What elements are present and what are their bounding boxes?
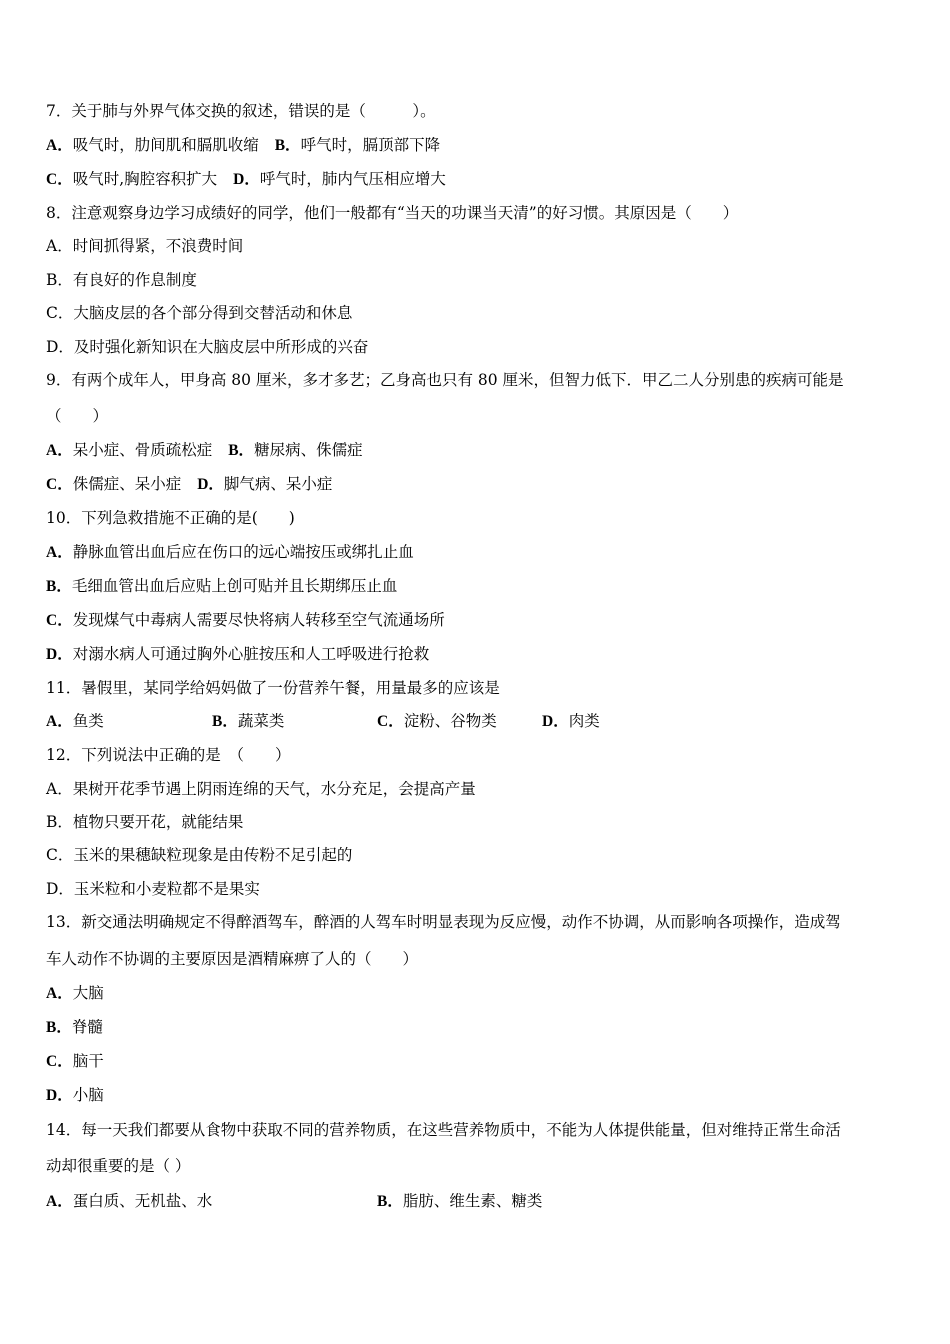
option-label: C．	[46, 476, 73, 493]
q11-option-a: 鱼类	[72, 712, 104, 730]
option-label: A．	[46, 137, 73, 154]
q12-option-b: B．植物只要开花，就能结果	[46, 813, 244, 831]
q13-option-d-row	[46, 1085, 104, 1106]
q14-option-a: 蛋白质、无机盐、水	[72, 1192, 213, 1210]
q13-option-a: 大脑	[72, 984, 104, 1002]
q13-option-c: 脑干	[72, 1052, 104, 1070]
option-label: D．	[197, 476, 224, 493]
q14-option-a-row	[46, 1191, 212, 1212]
option-label: A．	[46, 544, 73, 561]
q9-option-b: 糖尿病、侏儒症	[254, 441, 363, 459]
q10-option-d: 对溺水病人可通过胸外心脏按压和人工呼吸进行抢救	[72, 645, 430, 663]
q8-option-c: C．大脑皮层的各个部分得到交替活动和休息	[46, 304, 353, 322]
q9-option-c: 侏儒症、呆小症	[72, 475, 182, 493]
option-label: D．	[542, 713, 569, 730]
q13-stem-line1: 13．新交通法明确规定不得醉酒驾车，醉酒的人驾车时明显表现为反应慢，动作不协调，从而影响各项操作，造成驾	[46, 913, 841, 931]
q7-option-a: 吸气时，肋间肌和膈肌收缩	[72, 136, 259, 154]
q10-option-c-row	[46, 610, 445, 631]
q9-options-ab	[46, 440, 363, 461]
q8-stem: 8．注意观察身边学习成绩好的同学，他们一般都有“当天的功课当天清”的好习惯。其原因是（ ）	[46, 204, 739, 222]
option-label: D．	[233, 171, 260, 188]
q13-option-b: 脊髓	[71, 1018, 103, 1036]
q13-stem-line2: 车人动作不协调的主要原因是酒精麻痹了人的（ ）	[46, 950, 419, 968]
q9-option-a: 呆小症、骨质疏松症	[72, 441, 213, 459]
option-label: C．	[377, 713, 404, 730]
q12-stem: 12．下列说法中正确的是 （ ）	[46, 746, 291, 764]
q11-option-d-row	[542, 711, 600, 732]
option-label: B．	[212, 713, 238, 730]
q9-stem-line1: 9．有两个成年人，甲身高 80 厘米，多才多艺；乙身高也只有 80 厘米，但智力低下．甲乙二人分别患的疾病可能是	[46, 371, 844, 389]
option-label: D．	[46, 646, 73, 663]
q8-option-d: D．及时强化新知识在大脑皮层中所形成的兴奋	[46, 338, 369, 356]
q8-option-b: B．有良好的作息制度	[46, 271, 197, 289]
option-label: A．	[46, 985, 73, 1002]
q11-option-b: 蔬菜类	[237, 712, 285, 730]
q7-stem: 7．关于肺与外界气体交换的叙述，错误的是（ ）。	[46, 102, 436, 120]
q12-option-c: C．玉米的果穗缺粒现象是由传粉不足引起的	[46, 846, 353, 864]
q11-stem: 11．暑假里，某同学给妈妈做了一份营养午餐，用量最多的应该是	[46, 679, 500, 697]
q12-option-d: D．玉米粒和小麦粒都不是果实	[46, 880, 260, 898]
q14-stem-line2: 动却很重要的是（ ）	[46, 1157, 191, 1175]
q7-option-b: 呼气时，膈顶部下降	[300, 136, 441, 154]
q7-option-c: 吸气时,胸腔容积扩大	[72, 170, 218, 188]
q9-stem-line2: （ ）	[46, 407, 109, 425]
q7-options-cd	[46, 169, 446, 190]
q14-stem-line1: 14．每一天我们都要从食物中获取不同的营养物质，在这些营养物质中，不能为人体提供能量，但对维持正常生命活	[46, 1121, 841, 1139]
option-label: B．	[377, 1193, 403, 1210]
q11-option-b-row	[212, 711, 284, 732]
option-label: A．	[46, 1193, 73, 1210]
option-label: D．	[46, 1087, 73, 1104]
q13-option-c-row	[46, 1051, 104, 1072]
q7-option-d: 呼气时，肺内气压相应增大	[259, 170, 446, 188]
q11-option-c: 淀粉、谷物类	[403, 712, 497, 730]
q10-option-c: 发现煤气中毒病人需要尽快将病人转移至空气流通场所	[72, 611, 445, 629]
q11-option-a-row	[46, 711, 104, 732]
q7-options-ab	[46, 135, 440, 156]
q11-option-d: 肉类	[568, 712, 600, 730]
q12-option-a: A．果树开花季节遇上阴雨连绵的天气，水分充足，会提高产量	[46, 780, 476, 798]
q10-option-a: 静脉血管出血后应在伤口的远心端按压或绑扎止血	[72, 543, 414, 561]
q10-stem: 10．下列急救措施不正确的是( )	[46, 509, 295, 527]
option-label: B．	[228, 442, 255, 459]
option-label: C．	[46, 171, 73, 188]
q14-option-b: 脂肪、维生素、糖类	[402, 1192, 543, 1210]
option-label: A．	[46, 713, 73, 730]
option-label: B．	[46, 578, 72, 595]
q14-option-b-row	[377, 1191, 542, 1212]
option-label: C．	[46, 612, 73, 629]
option-label: B．	[46, 1019, 72, 1036]
q13-option-a-row	[46, 983, 104, 1004]
q10-option-b: 毛细血管出血后应贴上创可贴并且长期绑压止血	[71, 577, 398, 595]
q13-option-b-row	[46, 1017, 103, 1038]
option-label: A．	[46, 442, 73, 459]
q10-option-d-row	[46, 644, 429, 665]
q10-option-b-row	[46, 576, 397, 597]
q10-option-a-row	[46, 542, 414, 563]
option-label: B．	[274, 137, 301, 154]
option-label: C．	[46, 1053, 73, 1070]
q9-options-cd	[46, 474, 332, 495]
q8-option-a: A．时间抓得紧，不浪费时间	[46, 237, 244, 255]
q9-option-d: 脚气病、呆小症	[223, 475, 333, 493]
q11-option-c-row	[377, 711, 497, 732]
q13-option-d: 小脑	[72, 1086, 104, 1104]
